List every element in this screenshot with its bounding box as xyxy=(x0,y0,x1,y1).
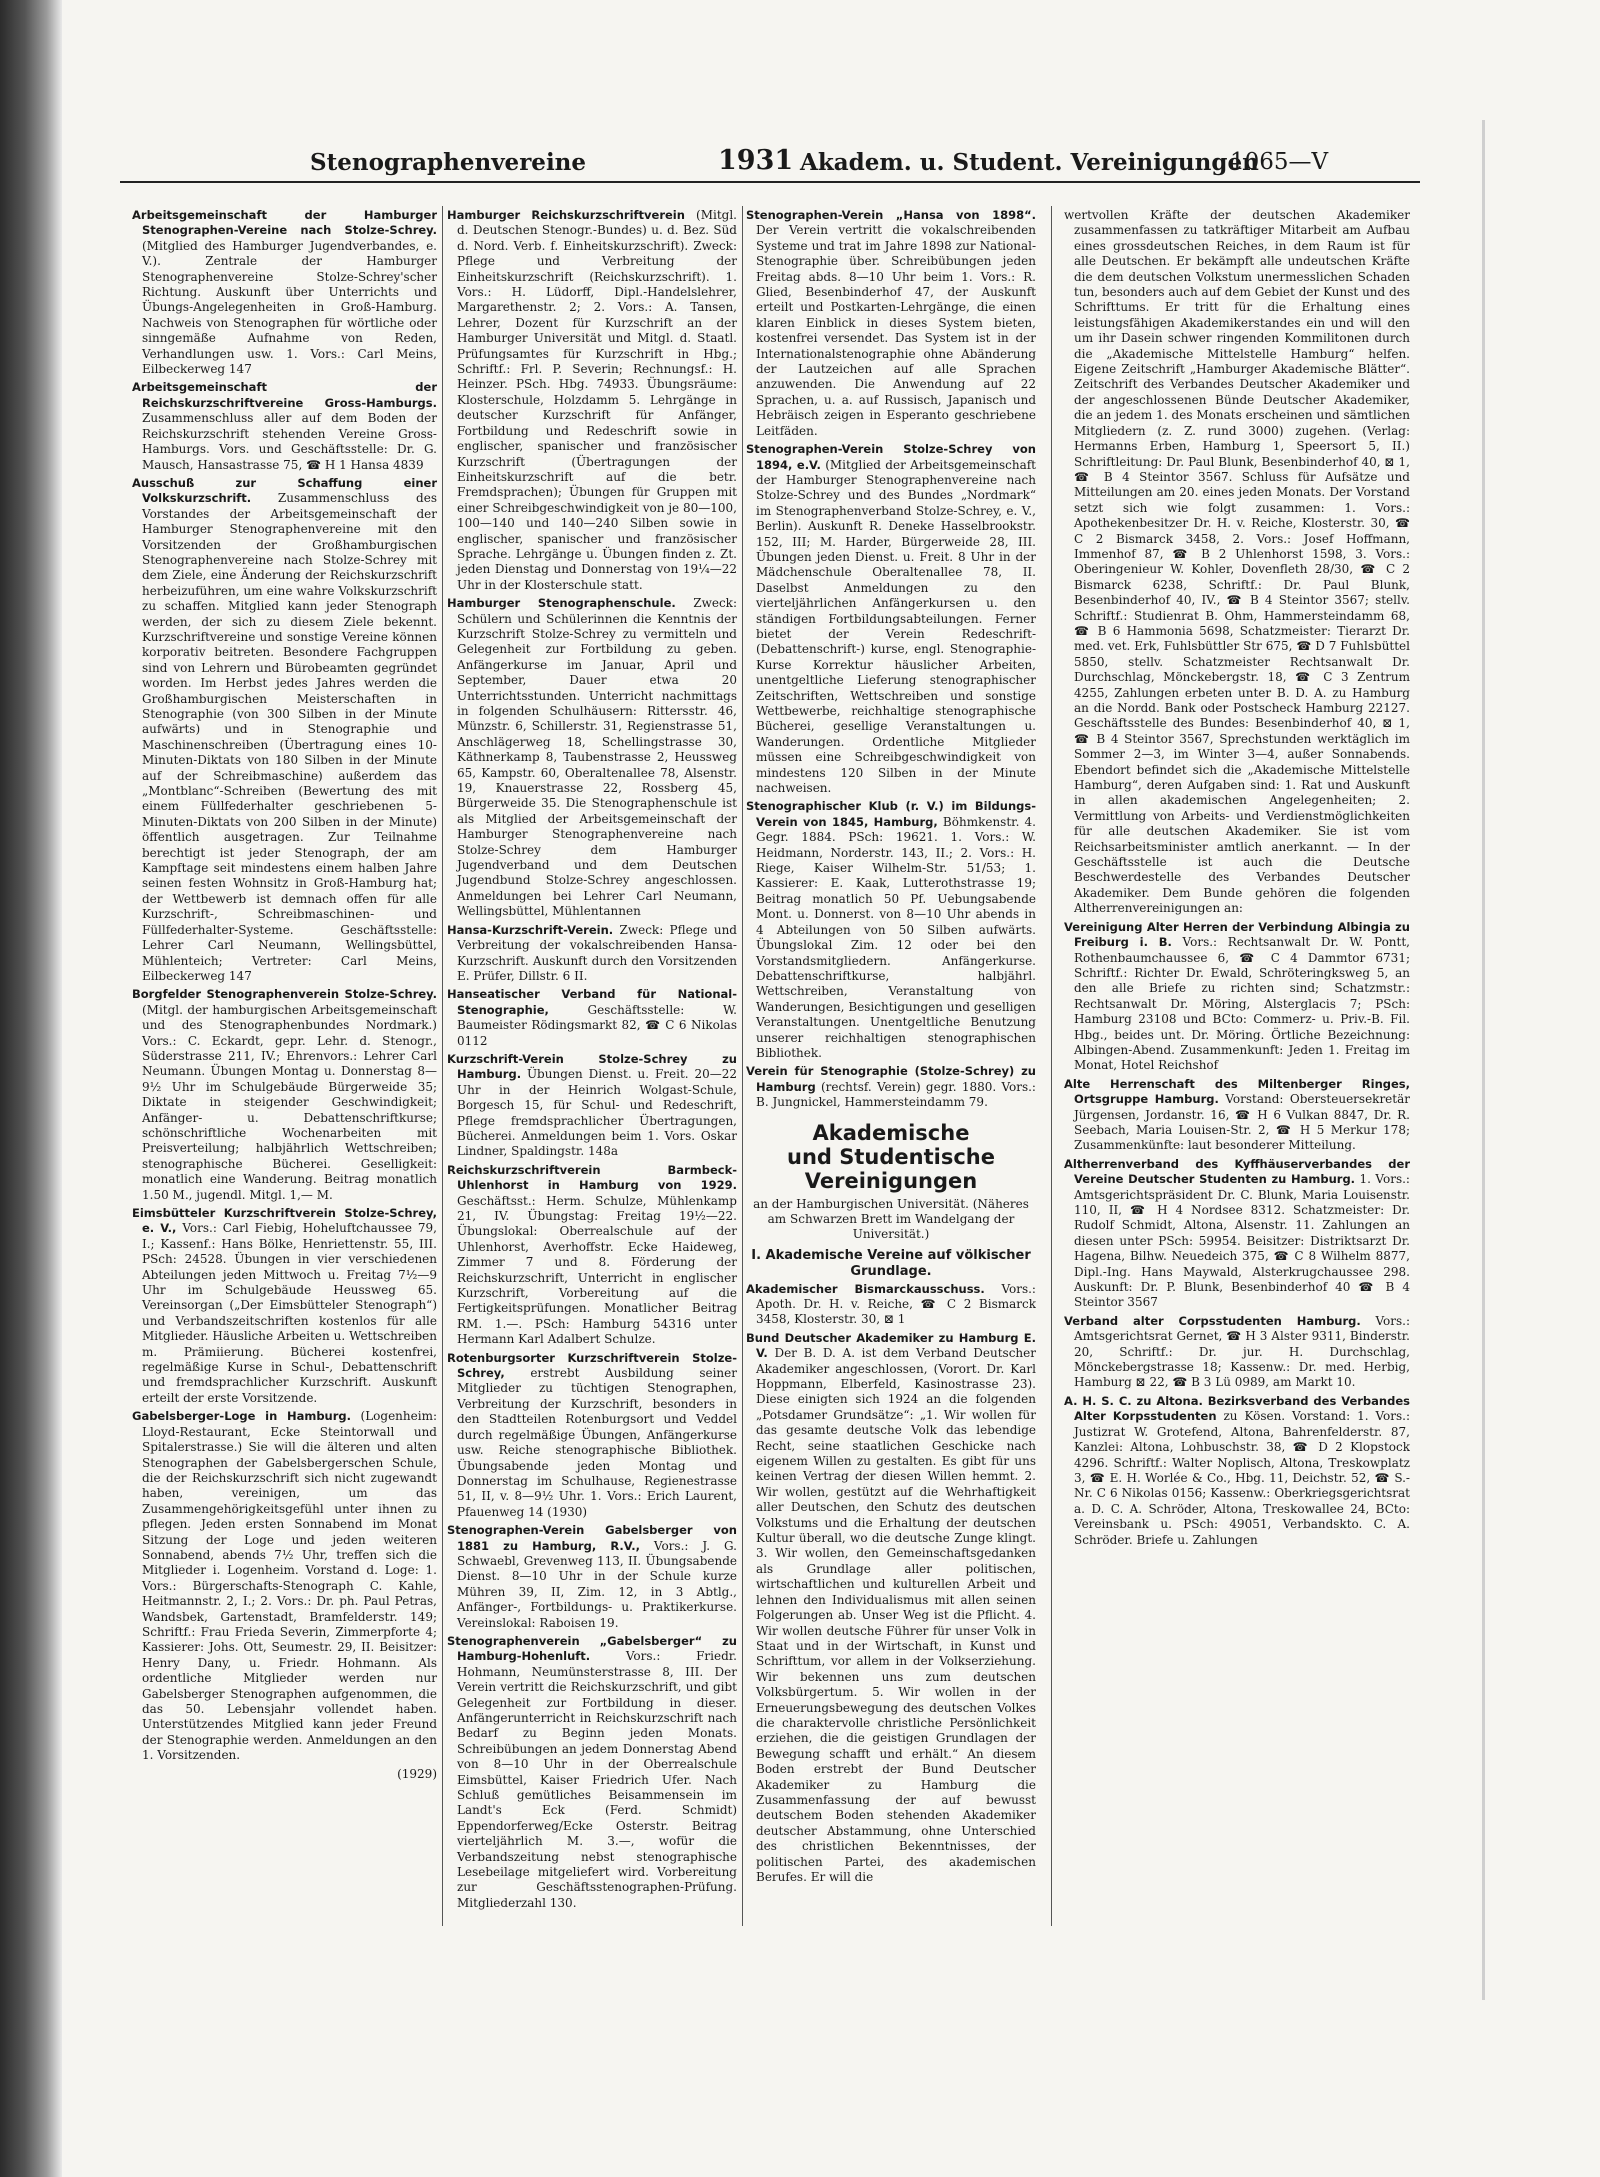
section-title-line: Akademische xyxy=(812,1120,970,1145)
entry-title: Rotenburgsorter Kurzschriftverein Stolze-Schrey, xyxy=(447,1350,737,1381)
entry xyxy=(1064,1314,1410,1391)
entry-title: Arbeitsgemeinschaft der Reichskurzschriftvereine Gross-Hamburgs. xyxy=(132,380,437,410)
entry-title: Reichskurzschriftverein Barmbeck-Uhlenhorst in Hamburg von 1929. xyxy=(447,1162,737,1193)
column-4 xyxy=(1064,208,1410,2008)
entry-text: Zweck: Pflege und Verbreitung der vokalschreibenden Hansa-Kurzschrift. Auskunft durch den Vorsitzenden E. Prüfer, Dillstr. 6 II. xyxy=(457,922,737,983)
entry xyxy=(132,1409,437,1763)
entry-text: zu Kösen. Vorstand: 1. Vors.: Justizrat W. Grotefend, Altona, Bahrenfelderstr. 87, Kanzlei: Altona, Lohbuschstr. 38, ☎ D 2 Klopstock 4296. Schriftf.: Walter Noplisch, Altona, Treskowplatz 3, ☎ E. H. Worlée & Co., Hbg. 11, Deichstr. 52, ☎ S.-Nr. C 6 Nikolas 0156; Kassenw.: Oberkriegsgerichtsrat a. D. C. A. Schröder, Altona, Treskowallee 24, BCto: Vereinsbank u. PSch: 49051, Verbandskto. C. A. Schröder. Briefe u. Zahlungen xyxy=(1074,1409,1410,1547)
entry xyxy=(746,1064,1036,1110)
entry xyxy=(447,923,737,985)
running-header xyxy=(120,145,1420,183)
column-rule xyxy=(1051,206,1052,1926)
entry xyxy=(132,380,437,472)
entry xyxy=(447,987,737,1049)
entry-title: Stenographen-Verein „Hansa von 1898“. xyxy=(746,208,1036,222)
entry-text: Der B. D. A. ist dem Verband Deutscher Akademiker angeschlossen, (Vorort. Dr. Karl Hoppmann, Elberfeld, Kasinostrasse 23). Diese einigten sich 1924 an die folgenden „Potsdamer Grundsätze“: „1. Wir wollen für das gesamte deutsche Volk das lebendige Recht, seine staatlichen Geschicke nach eigenem Willen zu gestalten. Es gibt für uns keinen Vertrag der diesen Willen hemmt. 2. Wir wollen, gestützt auf die Wehrhaftigkeit aller Deutschen, den Schutz des deutschen Volkstums und die Erhaltung der deutschen Kultur überall, wo die deutsche Zunge klingt. 3. Wir wollen, den Gemeinschaftsgedanken als Grundlage aller politischen, wirtschaftlichen und kulturellen Arbeit und lehnen den Individualismus mit allen seinen Folgerungen ab. Unser Weg ist die Pflicht. 4. Wir wollen deutsche Führer für unser Volk in Staat und in der Wirtschaft, in Kunst und Schrifttum, vor allem in der Volkserziehung. Wir bekennen uns zum deutschen Volksbürgertum. 5. Wir wollen in der Erneuerungsbewegung des deutschen Volkes die charaktervolle christliche Persönlichkeit erziehen, die die geistigen Grundlagen der Bewegung schafft und erhält.“ An diesem Boden erstrebt der Bund Deutscher Akademiker zu Hamburg die Zusammenfassung der auf bewusst deutschem Boden stehenden Akademiker deutscher Abstammung, ohne Unterschied des christlichen Bekenntnisses, der politischen Partei, des akademischen Berufes. Er will die xyxy=(756,1346,1036,1884)
entry-title: Stenographen-Verein Gabelsberger von 1881 zu Hamburg, R.V., xyxy=(447,1523,737,1553)
entry xyxy=(132,208,437,377)
entry-text: (Mitgl. der hamburgischen Arbeitsgemeinschaft und des Stenographenbundes Nordmark.) Vors.: C. Eckardt, gepr. Lehr. d. Stenogr., Süderstrasse 211, IV.; Ehrenvors.: Lehrer Carl Neumann. Übungen Montag u. Donnerstag 8—9½ Uhr im Schulgebäude Bürgerweide 35; Diktate in steigender Geschwindigkeit; Anfänger- u. Debattenschriftkurse; schönschriftliche Wochenarbeiten mit Preisverteilung; halbjährlich Wettschreiben; stenographische Bücherei. Geselligkeit: monatlich eine Wanderung. Beitrag monatlich 1.50 M., jugendl. Mitgl. 1,— M. xyxy=(142,1002,437,1202)
entry xyxy=(447,1163,737,1348)
header-year: 1931 xyxy=(718,145,794,176)
entry xyxy=(447,1523,737,1631)
section-title xyxy=(746,1121,1036,1193)
entry-text: Vors.: Rechtsanwalt Dr. W. Pontt, Rothenbaumchaussee 6, ☎ C 4 Dammtor 6731; Schriftf.: Richter Dr. Ewald, Schröteringksweg 5, an den alle Briefe zu richten sind; Schatzmstr.: Rechtsanwalt Dr. Möring, Alsterglacis 7; PSch: Hamburg 23108 und BCto: Commerz- u. Priv.-B. Fil. Hbg., beides unt. Dr. Möring. Örtliche Bezeichnung: Albingen-Abend. Zusammenkunft: Jeden 1. Freitag im Monat, Hotel Reichshof xyxy=(1074,935,1410,1073)
entry-title: Gabelsberger-Loge in Hamburg. xyxy=(132,1409,352,1424)
section-subtitle: an der Hamburgischen Universität. (Näheres am Schwarzen Brett im Wandelgang der Universität.) xyxy=(753,1196,1029,1241)
entry-text: Geschäftsst.: Herm. Schulze, Mühlenkamp 21, IV. Übungstag: Freitag 19½—22. Übungslokal: Oberrealschule auf der Uhlenhorst, Averhoffstr. Ecke Haideweg, Zimmer 7 und 8. Förderung der Reichskurzschrift, Unterricht in englischer Kurzschrift, Vorbereitung auf die Fertigkeitsprüfungen. Monatlicher Beitrag RM. 1.—. PSch: Hamburg 54316 unter Hermann Karl Adalbert Schulze. xyxy=(457,1193,737,1347)
entry xyxy=(447,1634,737,1911)
entry-title: Ausschuß zur Schaffung einer Volkskurzschrift. xyxy=(132,475,437,506)
entry-title: Alte Herrenschaft des Miltenberger Ringes, Ortsgruppe Hamburg. xyxy=(1064,1076,1410,1107)
entry-text: Zusammenschluss des Vorstandes der Arbeitsgemeinschaft der Hamburger Stenographenvereine mit den Vorsitzenden der Großhamburgischen Stenographenvereine nach Stolze-Schrey mit dem Ziele, eine Änderung der Reichskurzschrift herbeizuführen, um eine wahre Volkskurzschrift zu schaffen. Mitglied kann jeder Stenograph werden, der sich zu diesem Ziele bekennt. Kurzschriftvereine und sonstige Vereine können korporativ beitreten. Besondere Fachgruppen sind von Lehrern und Bürobeamten gegründet worden. Im Herbst jedes Jahres werden die Großhamburgischen Meisterschaften in Stenographie (von 300 Silben in der Minute aufwärts) und in Stenographie und Maschinenschreiben (Übertragung eines 10-Minuten-Diktats von 180 Silben in der Minute auf der Schreibmaschine) außerdem das „Montblanc“-Schreiben (Bewertung des mit einem Füllfederhalter geschriebenen 5-Minuten-Diktats von 200 Silben in der Minute) öffentlich ausgetragen. Zur Teilnahme berechtigt ist jeder Stenograph, der am Kampftage seit mindestens einem halben Jahre seinen festen Wohnsitz in Groß-Hamburg hat; der Wettbewerb ist demnach offen für alle Kurzschrift-, Schreibmaschinen- und Füllfederhalter-Systeme. Geschäftsstelle: Lehrer Carl Neumann, Wellingsbüttel, Mühlenteich; Vertreter: Carl Meins, Eilbeckerweg 147 xyxy=(142,491,437,983)
page-number: 1065—V xyxy=(1230,149,1329,175)
entry-title: Hamburger Stenographenschule. xyxy=(447,596,676,611)
entry xyxy=(447,1351,737,1520)
section-title-line: und Studentische xyxy=(787,1144,995,1169)
entry-title: Bund Deutscher Akademiker zu Hamburg E. V. xyxy=(746,1330,1036,1361)
entry xyxy=(132,1206,437,1406)
entry-text: wertvollen Kräfte der deutschen Akademiker zusammenfassen zu tatkräftiger Mitarbeit am Aufbau eines grossdeutschen Reiches, in dem Raum ist für alle Deutschen. Er bekämpft alle undeutschen Kräfte die dem deutschen Volkstum unermesslichen Schaden tun, besonders auch auf dem Gebiet der Kunst und des Schrifttums. Er tritt für die Erhaltung eines leistungsfähigen Akademikerstandes ein und will den um ihr Dasein schwer ringenden Kommilitonen durch die „Akademische Mittelstelle Hamburg“ helfen. Eigene Zeitschrift „Hamburger Akademische Blätter“. Zeitschrift des Verbandes Deutscher Akademiker und der angeschlossenen Bünde Deutscher Akademiker, die an jedem 1. des Monats erscheinen und sämtlichen Mitgliedern (z. Z. rund 3000) zugehen. (Verlag: Hermanns Erben, Hamburg 1, Speersort 5, II.) Schriftleitung: Dr. Paul Blunk, Besenbinderhof 40, ⊠ 1, ☎ B 4 Steintor 3567. Schluss für Aufsätze und Mitteilungen am 20. eines jeden Monats. Der Vorstand setzt sich wie folgt zusammen: 1. Vors.: Apothekenbesitzer Dr. H. v. Reiche, Klosterstr. 30, ☎ C 2 Bismarck 3458, 2. Vors.: Josef Hoffmann, Immenhof 87, ☎ B 2 Uhlenhorst 1598, 3. Vors.: Oberingenieur W. Kohler, Dovenfleth 28/30, ☎ C 2 Bismarck 6238, Schriftf.: Dr. Paul Blunk, Besenbinderhof 40, IV., ☎ B 4 Steintor 3567; stellv. Schriftf.: Studienrat B. Ohm, Hammersteindamm 68, ☎ B 6 Hammonia 5698, Schatzmeister: Tierarzt Dr. med. vet. Erk, Fuhlsbüttler Str 675, ☎ D 7 Fuhlsbüttel 5850, stellv. Schatzmeister Rechtsanwalt Dr. Durchschlag, Mönckebergstr. 18, ☎ C 3 Zentrum 4255, Zahlungen erbeten unter B. D. A. zu Hamburg an die Nordd. Bank oder Postscheck Hamburg 22127. Geschäftsstelle des Bundes: Besenbinderhof 40, ⊠ 1, ☎ B 4 Steintor 3567, Sprechstunden werktäglich im Sommer 2—3, im Winter 3—4, außer Sonnabends. Ebendort befindet sich die „Akademische Mittelstelle Hamburg“, deren Aufgaben sind: 1. Rat und Auskunft in allen akademischen Angelegenheiten; 2. Vermittlung von Arbeits- und Verdienstmöglichkeiten für alle deutschen Akademiker. Sie ist vom Reichsarbeitsminister amtlich anerkannt. — In der Geschäftsstelle ist auch die Deutsche Beschwerdestelle des Verbandes Deutscher Akademiker. Dem Bunde gehören die folgenden Altherrenvereinigungen an: xyxy=(1064,208,1410,916)
page-edge-shadow xyxy=(1482,120,1485,2000)
entry xyxy=(1064,1157,1410,1311)
entry-text: 1. Vors.: Amtsgerichtspräsident Dr. C. Blunk, Maria Louisenstr. 110, II, ☎ H 4 Nordsee 8312. Schatzmeister: Dr. Rudolf Schmidt, Altona, Alsenstr. 11. Zahlungen an diesen unter PSch: 59954. Beisitzer: Distriktsarzt Dr. Hagena, Bilhw. Neuedeich 375, ☎ C 8 Wilhelm 8877, Dipl.-Ing. Hans Maywald, Alsterkrugchaussee 298. Auskunft: Dr. P. Blunk, Besenbinderhof 40 ☎ B 4 Steintor 3567 xyxy=(1074,1172,1410,1310)
entry xyxy=(746,442,1036,796)
entry xyxy=(746,1282,1036,1328)
entry-title: Stenographen-Verein Stolze-Schrey von 1894, e.V. xyxy=(746,442,1036,472)
entry-title: Verein für Stenographie (Stolze-Schrey) zu Hamburg xyxy=(746,1064,1036,1094)
section-heading: I. Akademische Vereine auf völkischer Grundlage. xyxy=(751,1247,1031,1279)
entry xyxy=(132,987,437,1203)
entry xyxy=(1064,208,1410,917)
entry-text: (Mitglied des Hamburger Jugendverbandes, e. V.). Zentrale der Hamburger Stenographenvereine Stolze-Schrey'scher Richtung. Auskunft über Unterrichts und Übungs-Angelegenheiten in Groß-Hamburg. Nachweis von Stenographen für wörtliche oder sinngemäße Aufnahme von Reden, Verhandlungen usw. 1. Vors.: Carl Meins, Eilbeckerweg 147 xyxy=(142,238,437,377)
entry-title: Altherrenverband des Kyffhäuserverbandes der Vereine Deutscher Studenten zu Hamburg. xyxy=(1064,1156,1410,1187)
entry-title: Borgfelder Stenographenverein Stolze-Schrey. xyxy=(132,987,437,1002)
entry-text: Vors.: Amtsgerichtsrat Gernet, ☎ H 3 Alster 9311, Binderstr. 20, Schriftf.: Dr. jur. H. Durchschlag, Mönckebergstrasse 18; Kassenw.: Dr. med. Herbig, Hamburg ⊠ 22, ☎ B 3 Lü 0989, am Markt 10. xyxy=(1074,1313,1410,1390)
column-rule xyxy=(742,206,743,1926)
entry-text: Vors.: Apoth. Dr. H. v. Reiche, ☎ C 2 Bismarck 3458, Klosterstr. 30, ⊠ 1 xyxy=(756,1281,1036,1327)
entry-text: Zusammenschluss aller auf dem Boden der Reichskurzschrift stehenden Vereine Gross-Hamburgs. Vors. und Geschäftsstelle: Dr. G. Mausch, Hansastrasse 75, ☎ H 1 Hansa 4839 xyxy=(142,411,437,472)
entry-text: (Logenheim: Lloyd-Restaurant, Ecke Steintorwall und Spitalerstrasse.) Sie will die älteren und alten Stenographen der Gabelsbergerschen Schule, die der Reichskurzschrift sich nicht zugewandt haben, vereinigen, um das Zusammengehörigkeitsgefühl unter ihnen zu pflegen. Jeden ersten Sonnabend im Monat Sitzung der Loge und jeden weiteren Sonnabend, abends 7½ Uhr, treffen sich die Mitglieder i. Logenheim. Vorstand d. Loge: 1. Vors.: Bürgerschafts-Stenograph C. Kahle, Heitmannstr. 2, I.; 2. Vors.: Dr. ph. Paul Petras, Wandsbek, Gartenstadt, Bramfelderstr. 149; Schriftf.: Frau Frieda Severin, Zimmerpforte 4; Kassierer: Johs. Ott, Seumestr. 29, II. Beisitzer: Henry Dany, u. Friedr. Hohmann. Als ordentliche Mitglieder werden nur Gabelsberger Stenographen aufgenommen, die das 50. Lebensjahr vollendet haben. Unterstützendes Mitglied kann jeder Freund der Stenographie werden. Anmeldungen an den 1. Vorsitzenden. xyxy=(142,1409,437,1763)
entry-text: Zweck: Schülern und Schülerinnen die Kenntnis der Kurzschrift Stolze-Schrey zu vermitteln und Gelegenheit zur Fortbildung zu geben. Anfängerkurse im Januar, April und September, Dauer etwa 20 Unterrichtsstunden. Unterricht nachmittags in folgenden Schulhäusern: Rittersstr. 46, Münzstr. 6, Schillerstr. 31, Regienstrasse 51, Anschlägerweg 18, Schellingstrasse 30, Käthnerkamp 8, Taubenstrasse 2, Heussweg 65, Kampstr. 60, Oberaltenallee 78, Alsenstr. 19, Knauerstrasse 22, Rossberg 45, Bürgerweide 35. Die Stenographenschule ist als Mitglied der Arbeitsgemeinschaft der Hamburger Stenographenvereine nach Stolze-Schrey dem Hamburger Jugendverband und dem Deutschen Jugendbund Stolze-Schrey angeschlossen. Anmeldungen bei Lehrer Carl Neumann, Wellingsbüttel, Mühlentannen xyxy=(457,596,737,919)
entry-text: Vorstand: Obersteuersekretär Jürgensen, Jordanstr. 16, ☎ H 6 Vulkan 8847, Dr. R. Seebach, Maria Louisen-Str. 2, ☎ H 5 Merkur 178; Zusammenkünfte: laut besonderer Mitteilung. xyxy=(1074,1092,1410,1153)
column-1 xyxy=(132,208,437,2008)
entry xyxy=(1064,1077,1410,1154)
column-3 xyxy=(746,208,1036,2008)
entry-title: Arbeitsgemeinschaft der Hamburger Stenographen-Vereine nach Stolze-Schrey. xyxy=(132,208,437,238)
entry-title: Akademischer Bismarckausschuss. xyxy=(746,1281,985,1296)
entry-text: Geschäftsstelle: W. Baumeister Rödingsmarkt 82, ☎ C 6 Nikolas 0112 xyxy=(457,1002,737,1048)
entry-title: Hamburger Reichskurzschriftverein xyxy=(447,208,685,222)
entry xyxy=(447,596,737,920)
entry-title: Kurzschrift-Verein Stolze-Schrey zu Hamburg. xyxy=(447,1051,737,1082)
entry-text: erstrebt Ausbildung seiner Mitglieder zu tüchtigen Stenographen, Verbreitung der Kurzschrift, besonders in den Stadtteilen Rotenburgsort und Veddel durch regelmäßige Übungen, Anfängerkurse usw. Reiche stenographische Bibliothek. Übungsabende jeden Montag und Donnerstag im Schulhause, Regienestrasse 51, II, v. 8—9½ Uhr. 1. Vors.: Erich Laurent, Pfauenweg 14 (1930) xyxy=(457,1366,737,1519)
book-gutter xyxy=(0,0,62,2177)
entry-text: Vors.: Friedr. Hohmann, Neumünsterstrasse 8, III. Der Verein vertritt die Reichskurzschrift, und gibt Gelegenheit zur Fortbildung in dieser. Anfängerunterricht in Reichskurzschrift nach Bedarf zu Beginn jeden Monats. Schreibübungen an jedem Donnerstag Abend von 8—10 Uhr in der Oberrealschule Eimsbüttel, Kaiser Friedrich Ufer. Nach Schluß gemütliches Beisammensein im Landt's Eck (Ferd. Schmidt) Eppendorferweg/Ecke Osterstr. Beitrag vierteljährlich M. 3.—, wofür die Verbandszeitung nebst stenographische Lesebeilage mitgeliefert wird. Vorbereitung zur Geschäftsstenographen-Prüfung. Mitgliederzahl 130. xyxy=(457,1649,737,1910)
entry-title: Hanseatischer Verband für National-Stenographie, xyxy=(447,987,737,1017)
entry-text: Der Verein vertritt die vokalschreibenden Systeme und trat im Jahre 1898 zur National-Stenographie über. Schreibübungen jeden Freitag abds. 8—10 Uhr beim 1. Vors.: R. Glied, Besenbinderhof 47, der Auskunft erteilt und Postkarten-Lehrgänge, die einen klaren Einblick in dieses System bieten, kostenfrei versendet. Das System ist in der Internationalstenographie ohne Abänderung der Lautzeichen auf alle Sprachen anzuwenden. Die Anwendung auf 22 Sprachen, u. a. auf Russisch, Japanisch und Hebräisch zeigen in Esperanto geschriebene Leitfäden. xyxy=(756,223,1036,438)
entry-text: Vors.: J. G. Schwaebl, Grevenweg 113, II. Übungsabende Dienst. 8—10 Uhr in der Schule kurze Mühren 39, II, Zim. 12, in 3 Abtlg., Anfänger-, Fortbildungs- u. Praktikerkurse. Vereinslokal: Raboisen 19. xyxy=(457,1538,737,1630)
entry-text: (Mitglied der Arbeitsgemeinschaft der Hamburger Stenographenvereine nach Stolze-Schrey und des Bundes „Nordmark“ im Stenographenverband Stolze-Schrey, e. V., Berlin). Auskunft R. Deneke Hasselbrookstr. 152, III; M. Harder, Bürgerweide 28, III. Übungen jeden Dienst. u. Freit. 8 Uhr in der Mädchenschule Oberaltenallee 78, II. Daselbst Anmeldungen zu den vierteljährlichen Anfängerkursen u. den ständigen Fortbildungsabteilungen. Ferner bietet der Verein Redeschrift- (Debattenschrift-) kurse, engl. Stenographie-Kurse Korrektur häuslicher Arbeiten, unentgeltliche Lieferung stenographischer Zeitschriften, Wettschreiben und sonstige Wettbewerbe, reichhaltige stenographische Bücherei, gesellige Veranstaltungen u. Wanderungen. Ordentliche Mitglieder müssen eine Schreibgeschwindigkeit von mindestens 120 Silben in der Minute nachweisen. xyxy=(756,457,1036,796)
entry-text: (Mitgl. d. Deutschen Stenogr.-Bundes) u. d. Bez. Süd d. Nord. Verb. f. Einheitskurzschrift). Zweck: Pflege und Verbreitung der Einheitskurzschrift (Reichskurzschrift). 1. Vors.: H. Lüdorff, Dipl.-Handelslehrer, Margarethenstr. 2; 2. Vors.: A. Tansen, Lehrer, Dozent für Kurzschrift an der Hamburger Universität und Mitgl. d. Staatl. Prüfungsamtes für Kurzschrift in Hbg.; Schriftf.: Frl. P. Severin; Rechnungsf.: H. Heinzer. PSch. Hbg. 74933. Übungsräume: Klosterschule, Holzdamm 5. Lehrgänge in deutscher Kurzschrift für Anfänger, Fortbildung und Redeschrift sowie in englischer, spanischer und französischer Kurzschrift (Übertragungen der Einheitskurzschrift auf die betr. Fremdsprachen); Übungen für Gruppen mit einer Schreibgeschwindigkeit von je 80—100, 100—140 und 140—240 Silben sowie in englischer, spanischer und französischer Sprache. Lehrgänge u. Übungen finden z. Zt. jeden Dienstag und Donnerstag von 19¼—22 Uhr in der Klosterschule statt. xyxy=(457,208,737,592)
entry-title: A. H. S. C. zu Altona. Bezirksverband des Verbandes Alter Korpsstudenten xyxy=(1064,1393,1410,1424)
entry xyxy=(447,1052,737,1160)
entry xyxy=(132,476,437,984)
entry-year: (1929) xyxy=(397,1766,437,1781)
header-left: Stenographenvereine xyxy=(310,149,587,176)
entry xyxy=(447,208,737,593)
entry xyxy=(746,208,1036,439)
entry-text: Übungen Dienst. u. Freit. 20—22 Uhr in der Heinrich Wolgast-Schule, Borgesch 15, für Schul- und Redeschrift, Pflege fremdsprachlicher Übertragungen, Bücherei. Anmeldungen beim 1. Vors. Oskar Lindner, Spaldingstr. 148a xyxy=(457,1067,737,1159)
entry-title: Hansa-Kurzschrift-Verein. xyxy=(447,922,614,937)
entry-text: Vors.: Carl Fiebig, Hoheluftchaussee 79, I.; Kassenf.: Hans Bölke, Henriettenstr. 55, III. PSch: 24528. Übungen in vier verschiedenen Abteilungen jeden Mittwoch u. Freitag 7½—9 Uhr im Schulgebäude Heussweg 65. Vereinsorgan („Der Eimsbütteler Stenograph“) und Verbandszeitschriften kostenlos für alle Mitglieder. Häusliche Arbeiten u. Wettschreiben m. Prämiierung. Bücherei kostenfrei, regelmäßige Kurse in Schul-, Debattenschrift und fremdsprachlicher Kurzschrift. Auskunft erteilt der erste Vorsitzende. xyxy=(142,1221,437,1405)
entry xyxy=(746,799,1036,1061)
header-right: Akadem. u. Student. Vereinigungen xyxy=(800,149,1259,176)
entry-title: Verband alter Corpsstudenten Hamburg. xyxy=(1064,1313,1361,1328)
column-2 xyxy=(447,208,737,2008)
entry xyxy=(1064,920,1410,1074)
entry-text: (rechtsf. Verein) gegr. 1880. Vors.: B. Jungnickel, Hammersteindamm 79. xyxy=(756,1079,1036,1110)
entry-title: Eimsbütteler Kurzschriftverein Stolze-Schrey, e. V., xyxy=(132,1206,437,1236)
entry-title: Stenographischer Klub (r. V.) im Bildungs-Verein von 1845, Hamburg, xyxy=(746,799,1036,829)
entry xyxy=(1064,1394,1410,1548)
entry xyxy=(746,1331,1036,1886)
column-rule xyxy=(442,206,443,1926)
entry-title: Stenographenverein „Gabelsberger“ zu Hamburg-Hohenluft. xyxy=(447,1633,737,1664)
entry-title: Vereinigung Alter Herren der Verbindung Albingia zu Freiburg i. B. xyxy=(1064,919,1410,950)
entry-text: Böhmkenstr. 4. Gegr. 1884. PSch: 19621. 1. Vors.: W. Heidmann, Norderstr. 143, II.; 2. Vors.: H. Riege, Kaiser Wilhelm-Str. 51/53; 1. Kassierer: E. Kaak, Lutterothstrasse 19; Beitrag monatlich 50 Pf. Uebungsabende Mont. u. Donnerst. von 8—10 Uhr abends in 4 Abteilungen von 50 Silben aufwärts. Übungslokal Zim. 12 oder bei den Vorstandsmitgliedern. Anfängerkurse. Debattenschriftkurse, halbjährl. Wettschreiben, Veranstaltung von Wanderungen, Besichtigungen und geselligen Veranstaltungen. Unentgeltliche Benutzung unserer reichhaltigen stenographischen Bibliothek. xyxy=(756,814,1036,1060)
section-title-line: Vereinigungen xyxy=(804,1168,978,1193)
